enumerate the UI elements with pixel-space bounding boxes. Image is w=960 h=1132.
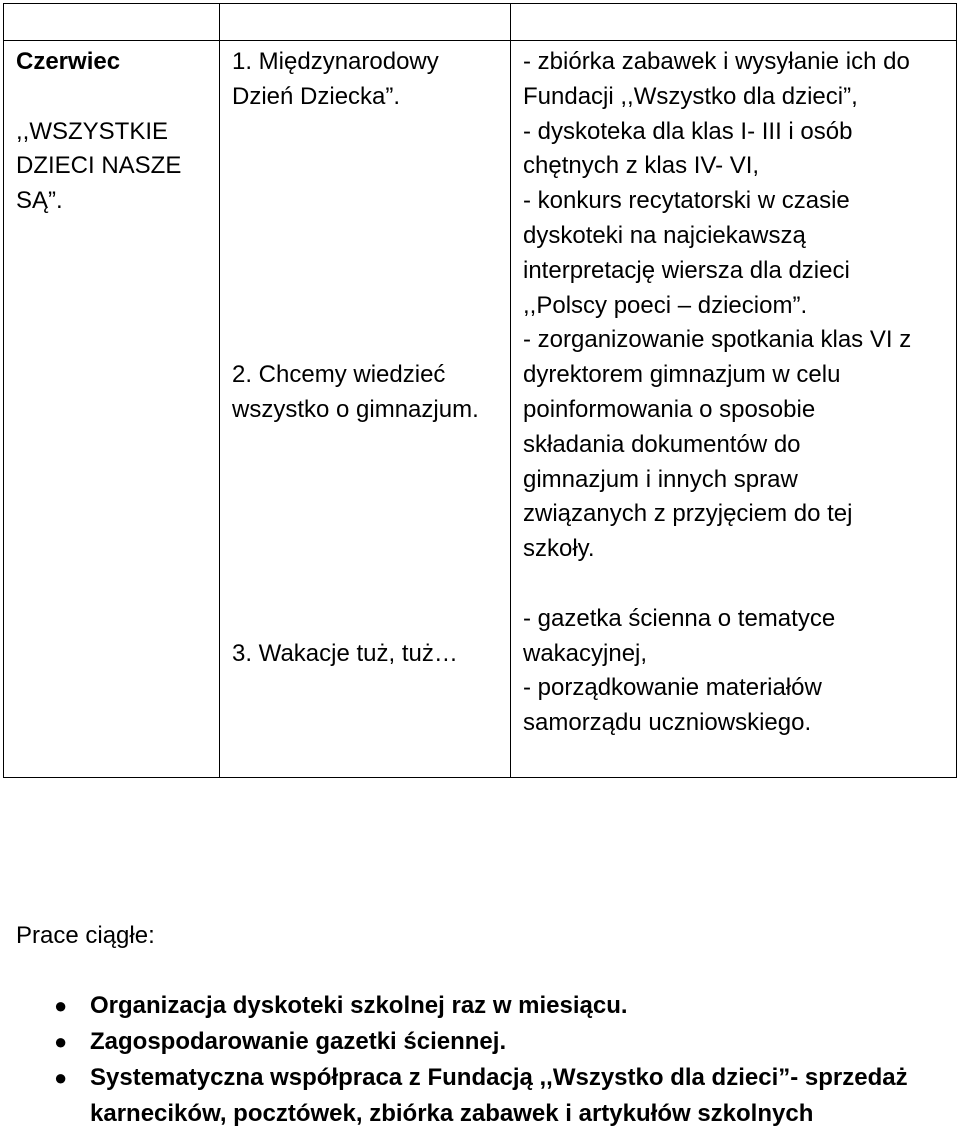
table-header-row [4,4,957,41]
topics-cell [220,41,511,778]
list-item [0,1060,960,1132]
list-item [0,988,960,1024]
month-cell [4,41,220,778]
topic-line: 1. Międzynarodowy [232,48,439,75]
activity-line: - zbiórka zabawek i wysyłanie ich do [523,48,910,75]
bullet-icon: ● [54,1065,68,1090]
activity-line: gimnazjum i innych spraw [523,465,798,493]
activity-line: - dyskoteka dla klas I- III i osób [523,117,853,145]
activities-cell [511,41,957,778]
empty-header-cell [4,4,220,41]
activity-line: szkoły. [523,535,595,563]
topic-line: 3. Wakacje tuż, tuż… [232,639,458,667]
activity-line: interpretację wiersza dla dzieci [523,256,850,284]
list-item-text: Organizacja dyskoteki szkolnej raz w miesiącu. [90,992,628,1019]
activity-line: Fundacji ,,Wszystko dla dzieci”, [523,82,858,110]
table-row [4,41,957,778]
activity-line: wakacyjnej, [523,639,648,667]
activity-line: składania dokumentów do [523,430,801,458]
activity-line: związanych z przyjęciem do tej [523,500,853,528]
month-label: Czerwiec [16,48,121,75]
continuous-work-heading: Prace ciągłe: [16,922,155,949]
theme-line: ,,WSZYSTKIE [16,117,169,145]
topic-line: Dzień Dziecka”. [232,82,401,110]
list-item [0,1024,960,1060]
activity-line: - gazetka ścienna o tematyce [523,604,836,632]
activity-line: dyskoteki na najciekawszą [523,221,806,249]
list-item-text: Systematyczna współpraca z Fundacją ,,Wszystko dla dzieci”- sprzedaż [90,1064,908,1091]
activity-line: - porządkowanie materiałów [523,674,822,702]
topic-line: wszystko o gimnazjum. [232,395,479,423]
continuous-work-list [0,988,960,1132]
activity-line: - konkurs recytatorski w czasie [523,187,850,215]
bullet-icon: ● [54,993,68,1018]
activity-line: dyrektorem gimnazjum w celu [523,361,841,389]
activity-line: - zorganizowanie spotkania klas VI z [523,326,912,354]
topic-line: 2. Chcemy wiedzieć [232,361,446,389]
activity-line: poinformowania o sposobie [523,395,816,423]
empty-header-cell [511,4,957,41]
list-item-text: Zagospodarowanie gazetki ściennej. [90,1028,507,1055]
theme-line: DZIECI NASZE [16,152,182,180]
bullet-icon: ● [54,1029,68,1054]
activity-line: samorządu uczniowskiego. [523,709,812,737]
activity-line: chętnych z klas IV- VI, [523,152,760,180]
plan-table [3,3,957,778]
list-item-text: karnecików, pocztówek, zbiórka zabawek i artykułów szkolnych [90,1100,814,1127]
empty-header-cell [220,4,511,41]
theme-line: SĄ”. [16,187,63,215]
activity-line: ,,Polscy poeci – dzieciom”. [523,291,808,319]
